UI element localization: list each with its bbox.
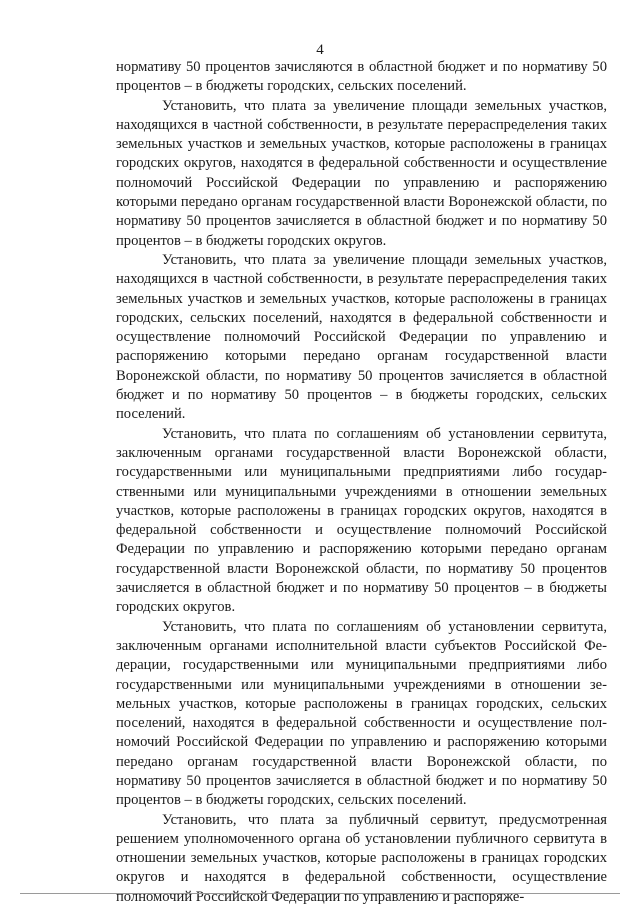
document-body xyxy=(116,58,607,907)
paragraph: Установить, что плата по соглашениям об установлении сервитута, заключенным органами исполнительной власти субъектов Российской Федерации, государственными или муниципальными предприятиями либо государственными или муниципальными учреждениями в отношении земельных участков, которые расположены в границах городских, сельских поселений, находятся в федеральной собственности и осуществление полномочий Российской Федерации по управлению и распоряжению которыми передано органам государственной власти Воронежской области, по нормативу 50 процентов зачисляется в областной бюджет и по нормативу 50 процентов – в бюджеты городских, сельских поселений. xyxy=(116,618,607,809)
paragraph: Установить, что плата за публичный сервитут, предусмотренная решением уполномоченного органа об установлении публичного сервитута в отношении земельных участков, которые расположены в границах городских округов и находятся в федеральной собственности, осуществление полномочий Российской Федерации по управлению и распоряже- xyxy=(116,811,607,905)
paragraph: Установить, что плата по соглашениям об установлении сервитута, заключенным органами государственной власти Воронежской области, государственными или муниципальными предприятиями либо государственными или муниципальными учреждениями в отношении земельных участков, которые расположены в границах городских округов, находятся в федеральной собственности и осуществление полномочий Российской Федерации по управлению и распоряжению которыми передано органам государственной власти Воронежской области, по нормативу 50 процентов зачисляется в областной бюджет и по нормативу 50 процентов – в бюджеты городских округов. xyxy=(116,425,607,616)
paragraph: Установить, что плата за увеличение площади земельных участков, находящихся в частной собственности, в результате перераспределения таких земельных участков и земельных участков, которые расположены в границах городских округов, находятся в федеральной собственности и осуществление полномочий Российской Федерации по управлению и распоряжению которыми передано органам государственной власти Воронежской области, по нормативу 50 процентов зачисляется в областной бюджет и по нормативу 50 процентов – в бюджеты городских округов. xyxy=(116,97,607,249)
page-number: 4 xyxy=(316,42,324,58)
scan-edge-line xyxy=(20,893,620,894)
paragraph-continuation: нормативу 50 процентов зачисляются в областной бюджет и по нормативу 50 процентов – в бюджеты городских, сельских поселений. xyxy=(116,59,607,95)
paragraph: Установить, что плата за увеличение площади земельных участков, находящихся в частной собственности, в результате перераспределения таких земельных участков и земельных участков, которые расположены в границах городских, сельских поселений, находятся в федеральной собственности и осуществление полномочий Российской Федерации по управлению и распоряжению которыми передано органам государственной власти Воронежской области, по нормативу 50 процентов зачисляется в областной бюджет и по нормативу 50 процентов – в бюджеты городских, сельских поселений. xyxy=(116,251,607,423)
